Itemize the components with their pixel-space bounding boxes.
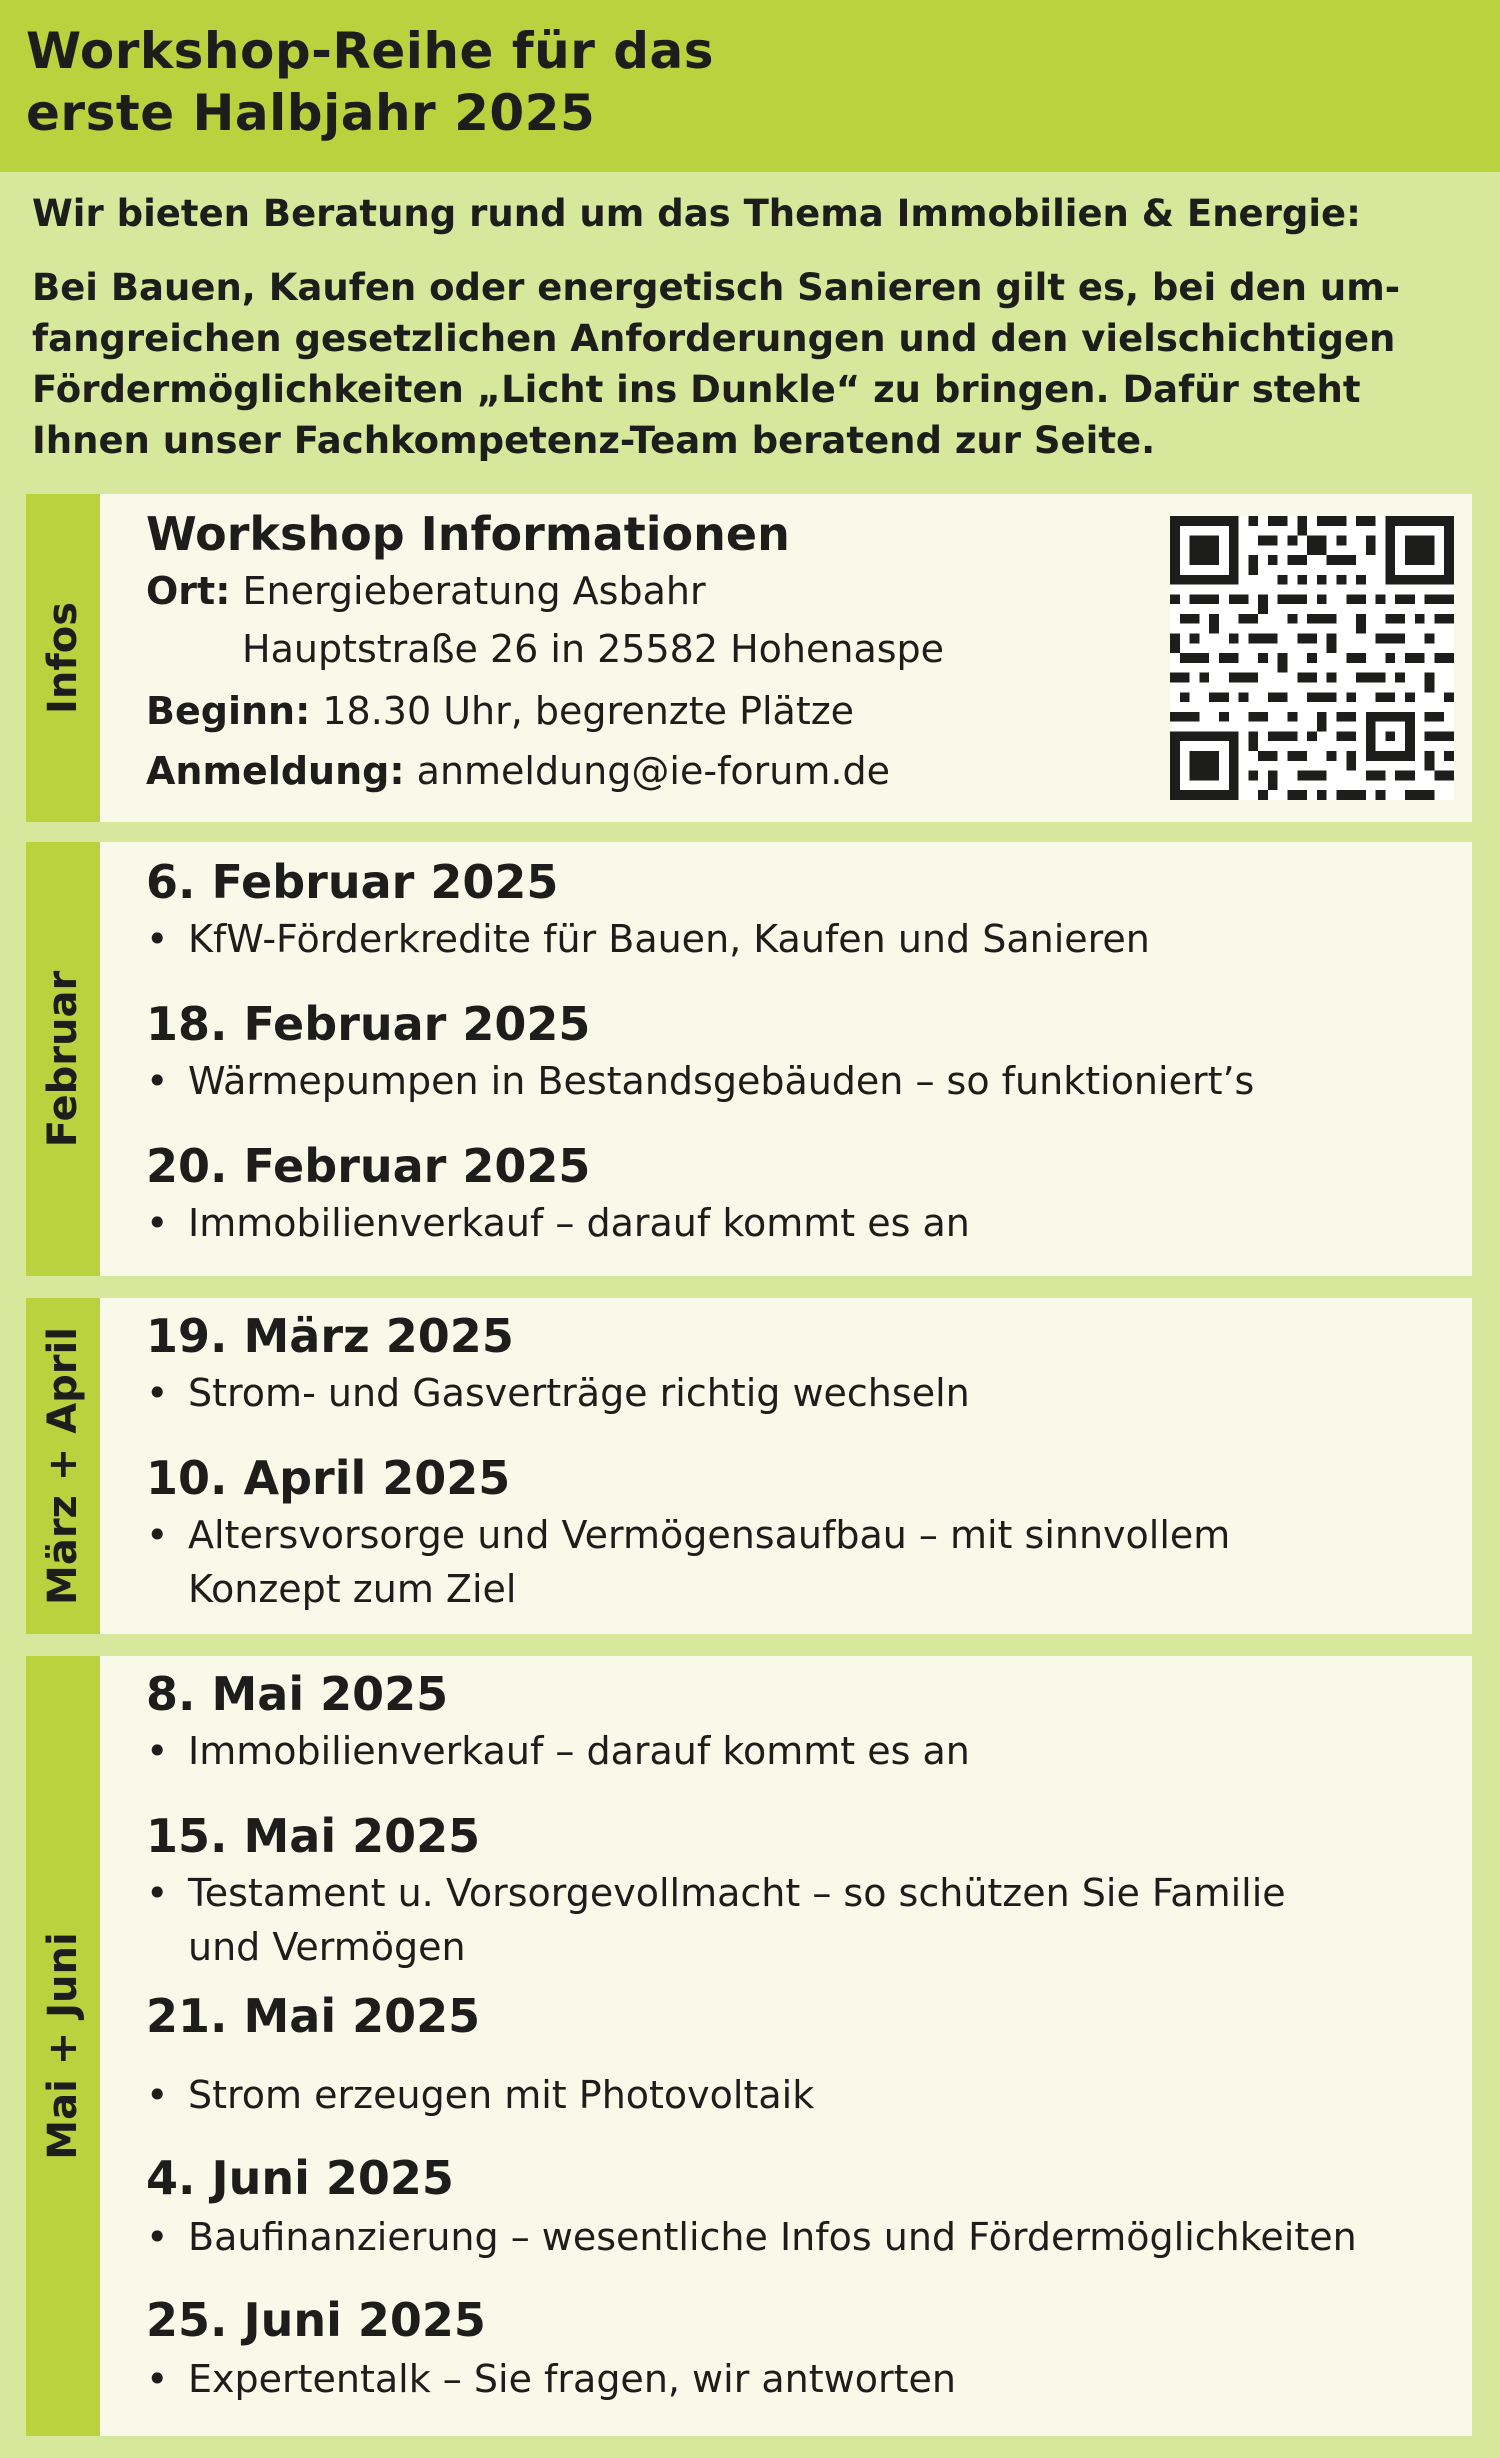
bullet-icon: • <box>146 917 169 961</box>
workshop-info-title: Workshop Informationen <box>146 507 790 561</box>
event-topic: • Testament u. Vorsorgevollmacht – so schützen Sie Familie und Vermögen <box>146 1866 1446 1974</box>
intro-body-line-3: Fördermöglichkeiten „Licht ins Dunkle“ zu bringen. Dafür steht <box>32 368 1361 411</box>
event-date: 4. Juni 2025 <box>146 2151 454 2205</box>
infos-panel <box>26 494 1472 822</box>
bullet-icon: • <box>146 1059 169 1103</box>
event-date: 20. Februar 2025 <box>146 1139 591 1193</box>
event-topic: • Strom- und Gasverträge richtig wechseln <box>146 1366 970 1420</box>
maerz-april-panel <box>26 1298 1472 1634</box>
intro-body <box>32 262 1472 466</box>
februar-tab-label: Februar <box>40 970 86 1148</box>
mai-juni-tab <box>26 1656 100 2436</box>
intro-body-line-4: Ihnen unser Fachkompetenz-Team beratend zur Seite. <box>32 419 1156 462</box>
mai-juni-tab-label: Mai + Juni <box>40 1932 86 2160</box>
event-date: 6. Februar 2025 <box>146 855 559 909</box>
beginn-value: 18.30 Uhr, begrenzte Plätze <box>322 689 855 733</box>
event-date: 8. Mai 2025 <box>146 1667 449 1721</box>
event-topic: • Altersvorsorge und Vermögensaufbau – mit sinnvollem Konzept zum Ziel <box>146 1508 1446 1616</box>
page-title <box>26 20 1126 144</box>
infos-tab <box>26 494 100 822</box>
beginn-row <box>146 686 854 736</box>
event-topic: • Baufinanzierung – wesentliche Infos und Fördermöglichkeiten <box>146 2210 1357 2264</box>
event-date: 18. Februar 2025 <box>146 997 591 1051</box>
page-title-line-2: erste Halbjahr 2025 <box>26 84 596 142</box>
event-topic: • Strom erzeugen mit Photovoltaik <box>146 2068 814 2122</box>
infos-tab-label: Infos <box>40 601 86 715</box>
intro-body-line-2: fangreichen gesetzlichen Anforderungen und den vielschichtigen <box>32 317 1396 360</box>
bullet-icon: • <box>146 2357 169 2401</box>
bullet-icon: • <box>146 1201 169 1245</box>
anmeldung-label: Anmeldung: <box>146 749 405 793</box>
maerz-april-tab <box>26 1298 100 1634</box>
mai-juni-panel <box>26 1656 1472 2436</box>
event-topic: • Expertentalk – Sie fragen, wir antworten <box>146 2352 956 2406</box>
bullet-icon: • <box>146 1871 169 1915</box>
bullet-icon: • <box>146 2073 169 2117</box>
bullet-icon: • <box>146 1729 169 1773</box>
event-date: 25. Juni 2025 <box>146 2293 486 2347</box>
header-banner <box>0 0 1500 172</box>
beginn-label: Beginn: <box>146 689 311 733</box>
intro-body-line-1: Bei Bauen, Kaufen oder energetisch Sanieren gilt es, bei den um- <box>32 266 1401 309</box>
ort-row <box>146 566 706 616</box>
anmeldung-email-link[interactable]: anmeldung@ie-forum.de <box>416 749 890 793</box>
page-title-line-1: Workshop-Reihe für das <box>26 22 715 80</box>
event-topic: • Immobilienverkauf – darauf kommt es an <box>146 1196 970 1250</box>
event-date: 10. April 2025 <box>146 1451 511 1505</box>
event-topic: • Wärmepumpen in Bestandsgebäuden – so funktioniert’s <box>146 1054 1254 1108</box>
bullet-icon: • <box>146 2215 169 2259</box>
bullet-icon: • <box>146 1371 169 1415</box>
anmeldung-row <box>146 746 890 796</box>
event-date: 21. Mai 2025 <box>146 1989 481 2043</box>
februar-tab <box>26 842 100 1276</box>
event-topic: • KfW-Förderkredite für Bauen, Kaufen und Sanieren <box>146 912 1150 966</box>
bullet-icon: • <box>146 1513 169 1557</box>
maerz-april-tab-label: März + April <box>40 1327 86 1605</box>
ort-address: Hauptstraße 26 in 25582 Hohenaspe <box>242 627 945 671</box>
februar-panel <box>26 842 1472 1276</box>
event-date: 19. März 2025 <box>146 1309 514 1363</box>
ort-value: Energieberatung Asbahr <box>242 569 706 613</box>
intro-lead: Wir bieten Beratung rund um das Thema Immobilien & Energie: <box>32 192 1361 235</box>
event-topic: • Immobilienverkauf – darauf kommt es an <box>146 1724 970 1778</box>
qr-code-icon[interactable] <box>1170 516 1454 800</box>
event-date: 15. Mai 2025 <box>146 1809 481 1863</box>
ort-label: Ort: <box>146 569 231 613</box>
